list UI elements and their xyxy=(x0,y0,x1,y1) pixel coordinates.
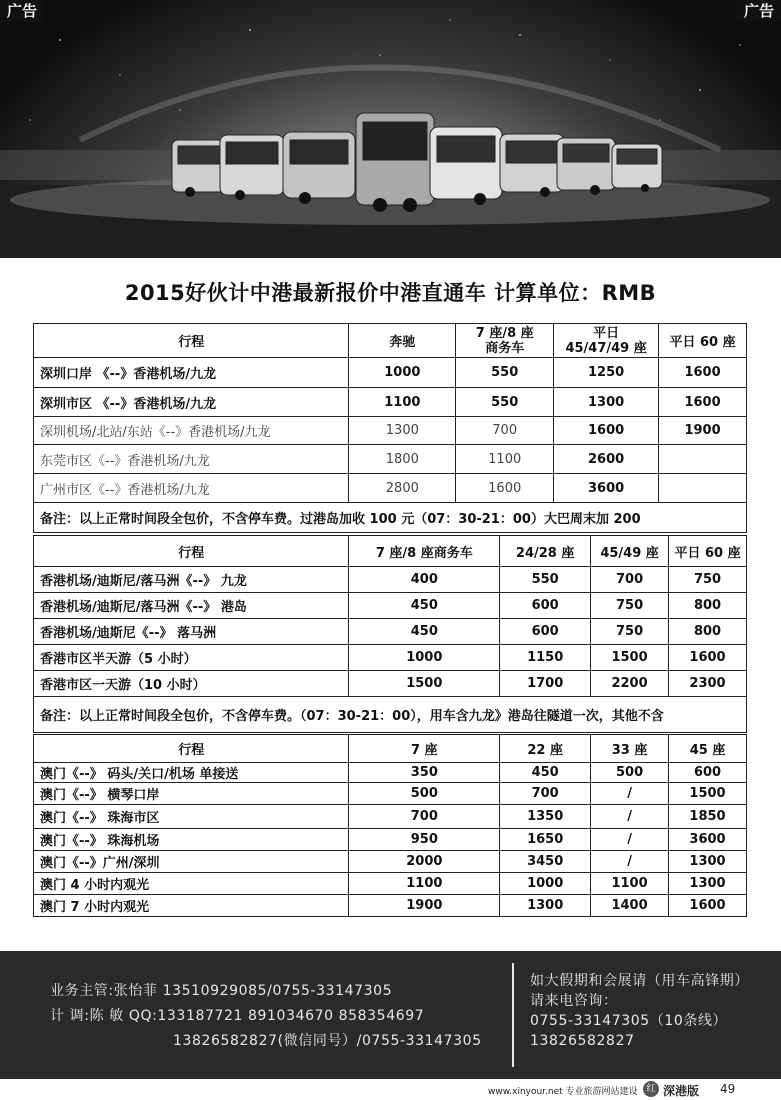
price-cell: 1000 xyxy=(349,645,500,671)
bus-fleet-illustration xyxy=(0,0,781,258)
price-cell: 1300 xyxy=(669,851,747,873)
table-row xyxy=(34,417,747,445)
site-credit: www.xinyour.net 专业旅游网站建设 xyxy=(488,1087,638,1097)
price-cell: 600 xyxy=(500,619,591,645)
price-cell: 700 xyxy=(591,567,669,593)
price-cell: 1100 xyxy=(349,873,500,895)
header-60-seat: 平日 60 座 xyxy=(669,536,747,567)
table-row xyxy=(34,388,747,417)
table-row xyxy=(34,783,747,805)
price-cell: 400 xyxy=(349,567,500,593)
table-row xyxy=(34,895,747,917)
header-45-seat: 平日 45/47/49 座 xyxy=(554,324,659,358)
table-row xyxy=(34,805,747,829)
price-cell: 2800 xyxy=(349,474,456,503)
price-cell: 1300 xyxy=(554,388,659,417)
price-cell: 1300 xyxy=(500,895,591,917)
price-cell: 1600 xyxy=(669,645,747,671)
price-cell: 2300 xyxy=(669,671,747,697)
price-cell: 700 xyxy=(500,783,591,805)
magazine-logo-icon: 红 xyxy=(643,1081,659,1097)
price-cell: 1100 xyxy=(456,445,554,474)
header-7-seat: 7 座 xyxy=(349,735,500,763)
price-cell: 1100 xyxy=(349,388,456,417)
price-cell: 1500 xyxy=(591,645,669,671)
price-cell: 1150 xyxy=(500,645,591,671)
route-cell: 澳门《--》 珠海市区 xyxy=(34,805,349,829)
price-cell: 450 xyxy=(500,763,591,783)
price-cell: 550 xyxy=(500,567,591,593)
edition-label: 深港版 xyxy=(663,1084,700,1098)
table-macau xyxy=(33,734,747,917)
price-cell: 750 xyxy=(669,567,747,593)
hotline-note: 如大假期和会展请（用车高锋期） xyxy=(530,973,749,989)
price-cell: 2200 xyxy=(591,671,669,697)
price-cell: 1400 xyxy=(591,895,669,917)
hotline-mobile: 13826582827 xyxy=(530,1033,635,1049)
price-cell: 1350 xyxy=(500,805,591,829)
table-row xyxy=(34,567,747,593)
route-cell: 澳门《--》 横琴口岸 xyxy=(34,783,349,805)
header-24-28-seat: 24/28 座 xyxy=(500,536,591,567)
price-cell: 1500 xyxy=(669,783,747,805)
price-cell: 600 xyxy=(500,593,591,619)
price-cell: 1250 xyxy=(554,358,659,388)
header-7-8-seat: 7 座/8 座 商务车 xyxy=(456,324,554,358)
route-cell: 深圳口岸 《--》香港机场/九龙 xyxy=(34,358,349,388)
price-cell: 500 xyxy=(349,783,500,805)
page-number: 49 xyxy=(720,1082,736,1096)
price-cell: 800 xyxy=(669,619,747,645)
table-row xyxy=(34,619,747,645)
header-7-8-seat: 7 座/8 座商务车 xyxy=(349,536,500,567)
page-footer-bar xyxy=(0,1079,781,1100)
note-row xyxy=(34,697,747,733)
table-row xyxy=(34,829,747,851)
table-shenzhen-hongkong xyxy=(33,323,747,533)
price-cell: 800 xyxy=(669,593,747,619)
price-cell: 1100 xyxy=(591,873,669,895)
contact-planner-phone: 13826582827(微信同号）/0755-33147305 xyxy=(173,1033,482,1049)
price-cell: 1900 xyxy=(349,895,500,917)
header-route: 行程 xyxy=(34,735,349,763)
price-cell: / xyxy=(591,829,669,851)
ad-label-left: 广告 xyxy=(0,0,44,22)
price-cell: 500 xyxy=(591,763,669,783)
contact-hotline xyxy=(530,971,749,1051)
header-route: 行程 xyxy=(34,324,349,358)
route-cell: 澳门 4 小时内观光 xyxy=(34,873,349,895)
header-route: 行程 xyxy=(34,536,349,567)
price-cell: 350 xyxy=(349,763,500,783)
table-header-row xyxy=(34,735,747,763)
table-row xyxy=(34,593,747,619)
hotline-prompt: 请来电咨询： xyxy=(530,993,618,1009)
page-title: 2015好伙计中港最新报价中港直通车 计算单位：RMB xyxy=(124,281,657,305)
table-row xyxy=(34,763,747,783)
price-cell: 750 xyxy=(591,619,669,645)
price-cell: 3600 xyxy=(669,829,747,851)
table-header-row xyxy=(34,324,747,358)
route-cell: 澳门《--》 珠海机场 xyxy=(34,829,349,851)
contact-manager: 业务主管:张怡菲 13510929085/0755-33147305 xyxy=(50,983,393,999)
table-row xyxy=(34,671,747,697)
price-cell: 1700 xyxy=(500,671,591,697)
header-45-seat: 45 座 xyxy=(669,735,747,763)
price-cell: 1650 xyxy=(500,829,591,851)
route-cell: 澳门 7 小时内观光 xyxy=(34,895,349,917)
hotline-phone: 0755-33147305（10条线） xyxy=(530,1013,728,1029)
price-cell: 1300 xyxy=(349,417,456,445)
contact-planner: 计 调:陈 敏 QQ:133187721 891034670 858354697 xyxy=(50,1008,425,1024)
table-row xyxy=(34,873,747,895)
price-cell xyxy=(659,474,747,503)
contact-staff xyxy=(50,979,482,1054)
table-header-row xyxy=(34,536,747,567)
price-cell: 1300 xyxy=(669,873,747,895)
price-cell: 550 xyxy=(456,388,554,417)
route-cell: 澳门《--》 码头/关口/机场 单接送 xyxy=(34,763,349,783)
price-cell: 1600 xyxy=(554,417,659,445)
table-hongkong-tours xyxy=(33,535,747,733)
price-cell: 1000 xyxy=(349,358,456,388)
table-note: 备注：以上正常时间段全包价，不含停车费。（07：30-21：00），用车含九龙》港岛往隧道一次，其他不含 xyxy=(34,697,747,733)
table-row xyxy=(34,474,747,503)
price-cell: 1600 xyxy=(456,474,554,503)
price-cell: 1850 xyxy=(669,805,747,829)
price-cell: / xyxy=(591,851,669,873)
price-cell: 1500 xyxy=(349,671,500,697)
price-cell: 1900 xyxy=(659,417,747,445)
table-row xyxy=(34,645,747,671)
price-cell: / xyxy=(591,783,669,805)
header-60-seat: 平日 60 座 xyxy=(659,324,747,358)
note-row xyxy=(34,503,747,533)
price-cell: 2000 xyxy=(349,851,500,873)
price-cell xyxy=(659,445,747,474)
table-note: 备注：以上正常时间段全包价，不含停车费。过港岛加收 100 元（07：30-21：00）大巴周末加 200 xyxy=(34,503,747,533)
price-cell: 600 xyxy=(669,763,747,783)
header-45-49-seat: 45/49 座 xyxy=(591,536,669,567)
price-cell: 1600 xyxy=(659,358,747,388)
route-cell: 广州市区《--》香港机场/九龙 xyxy=(34,474,349,503)
table-row xyxy=(34,358,747,388)
price-cell: / xyxy=(591,805,669,829)
price-cell: 700 xyxy=(349,805,500,829)
price-cell: 550 xyxy=(456,358,554,388)
price-cell: 1800 xyxy=(349,445,456,474)
price-cell: 750 xyxy=(591,593,669,619)
route-cell: 香港机场/迪斯尼/落马洲《--》 九龙 xyxy=(34,567,349,593)
price-cell: 700 xyxy=(456,417,554,445)
price-cell: 450 xyxy=(349,593,500,619)
footer-divider xyxy=(512,963,514,1067)
price-cell: 950 xyxy=(349,829,500,851)
ad-label-right: 广告 xyxy=(737,0,781,22)
price-cell: 1600 xyxy=(659,388,747,417)
price-cell: 1000 xyxy=(500,873,591,895)
contact-footer xyxy=(0,951,781,1079)
table-row xyxy=(34,851,747,873)
route-cell: 香港机场/迪斯尼《--》 落马洲 xyxy=(34,619,349,645)
table-row xyxy=(34,445,747,474)
route-cell: 澳门《--》广州/深圳 xyxy=(34,851,349,873)
price-cell: 3600 xyxy=(554,474,659,503)
route-cell: 深圳机场/北站/东站《--》香港机场/九龙 xyxy=(34,417,349,445)
route-cell: 香港机场/迪斯尼/落马洲《--》 港岛 xyxy=(34,593,349,619)
price-cell: 1600 xyxy=(669,895,747,917)
header-33-seat: 33 座 xyxy=(591,735,669,763)
route-cell: 香港市区半天游（5 小时） xyxy=(34,645,349,671)
route-cell: 东莞市区《--》香港机场/九龙 xyxy=(34,445,349,474)
header-benz: 奔驰 xyxy=(349,324,456,358)
route-cell: 香港市区一天游（10 小时） xyxy=(34,671,349,697)
bus-fleet-banner xyxy=(0,0,781,258)
price-cell: 2600 xyxy=(554,445,659,474)
price-cell: 3450 xyxy=(500,851,591,873)
price-cell: 450 xyxy=(349,619,500,645)
route-cell: 深圳市区 《--》香港机场/九龙 xyxy=(34,388,349,417)
header-22-seat: 22 座 xyxy=(500,735,591,763)
